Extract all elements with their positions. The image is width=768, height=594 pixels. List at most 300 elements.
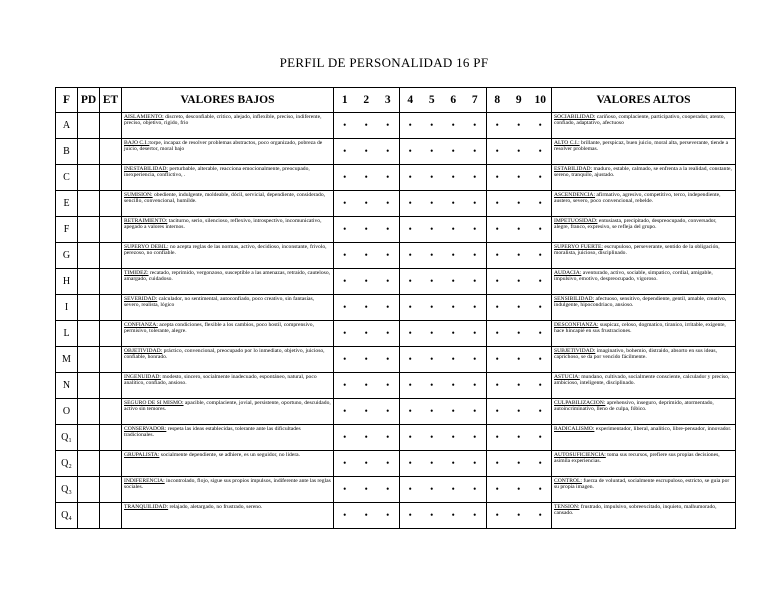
scale-dot[interactable]: • — [408, 146, 412, 156]
low-value-text: discreto, desconfiable, critico, alejado, inflexible, preciso, indiferente, preciso, objetivo, rigido, frio — [124, 114, 322, 127]
scale-dot[interactable]: • — [377, 191, 400, 216]
factor-label: F — [56, 217, 78, 243]
scale-dot[interactable]: • — [377, 217, 400, 242]
et-cell[interactable] — [100, 165, 122, 191]
factor-label: Q₂ — [56, 451, 78, 477]
scale-dot[interactable]: • — [538, 380, 542, 390]
scale-dot[interactable]: • — [343, 172, 347, 182]
scale-dot[interactable]: • — [430, 458, 434, 468]
low-value-term: TIMIDEZ: — [124, 270, 149, 276]
high-value-description — [552, 477, 736, 503]
pd-cell[interactable] — [78, 269, 100, 295]
scale-dot[interactable]: • — [517, 146, 521, 156]
scale-dot[interactable]: • — [451, 172, 455, 182]
scale-dot[interactable]: • — [495, 354, 499, 364]
scale-dot[interactable]: • — [495, 380, 499, 390]
scale-dot[interactable]: • — [464, 451, 487, 476]
factor-label: B — [56, 139, 78, 165]
scale-dot[interactable]: • — [495, 224, 499, 234]
low-value-term: CONSERVADOR: — [124, 426, 167, 432]
high-value-description — [552, 425, 736, 451]
scale-dot[interactable]: • — [517, 406, 521, 416]
scale-dot[interactable]: • — [343, 380, 347, 390]
low-value-description — [122, 217, 334, 243]
scale-dot[interactable]: • — [377, 295, 400, 320]
low-value-description — [122, 191, 334, 217]
scale-dot[interactable]: • — [377, 477, 400, 502]
scale-dot[interactable]: • — [538, 198, 542, 208]
low-value-description — [122, 451, 334, 477]
high-value-description — [552, 451, 736, 477]
scale-dot[interactable]: • — [408, 198, 412, 208]
high-value-term: SUBJETIVIDAD: — [554, 348, 596, 354]
high-value-term: CONTROL: — [554, 478, 582, 484]
low-value-description — [122, 165, 334, 191]
scale-dot[interactable]: • — [464, 243, 487, 268]
high-value-text: imaginativo, bohemio, distraido, absorto en sus ideas, caprichoso, se da por vencido fácilmente. — [554, 348, 717, 361]
scale-dot[interactable]: • — [343, 146, 347, 156]
factor-label: L — [56, 321, 78, 347]
pd-cell[interactable] — [78, 113, 100, 139]
scale-dot[interactable]: • — [408, 302, 412, 312]
scale-dot[interactable]: • — [538, 484, 542, 494]
low-value-description — [122, 425, 334, 451]
high-value-term: SOCIABILIDAD: — [554, 114, 596, 120]
scale-dot[interactable]: • — [377, 165, 400, 190]
scale-points — [334, 321, 552, 347]
high-value-text: aprehensivo, inseguro, deprimido, atormentado, autoincriminativo, lleno de culpa, fóbico. — [554, 400, 714, 413]
scale-dot[interactable]: • — [464, 295, 487, 320]
scale-number-9: 9 — [515, 94, 522, 106]
scale-dot[interactable]: • — [451, 198, 455, 208]
high-value-description — [552, 503, 736, 529]
scale-dot[interactable]: • — [538, 250, 542, 260]
scale-dot[interactable]: • — [343, 276, 347, 286]
high-value-text: frustrado, impulsivo, sobreexcitado, inquieto, malhumorado, cansado. — [554, 504, 717, 517]
scale-dot[interactable]: • — [451, 484, 455, 494]
scale-dot[interactable]: • — [430, 276, 434, 286]
scale-dot[interactable]: • — [495, 406, 499, 416]
low-value-text: perturbable, alterable, reacciona emocionalmente, preocupado, inexperiencia, conflictivo, . — [124, 166, 310, 179]
scale-dot[interactable]: • — [451, 250, 455, 260]
et-cell[interactable] — [100, 399, 122, 425]
scale-dot[interactable]: • — [517, 458, 521, 468]
high-value-text: escrupuloso, perseverante, sentido de la obligación, moralista, juicioso, disciplinado. — [554, 244, 720, 257]
header-row — [56, 88, 736, 113]
factor-label: Q₁ — [56, 425, 78, 451]
high-value-term: SUPERYO FUERTE: — [554, 244, 603, 250]
scale-dot[interactable]: • — [517, 510, 521, 520]
scale-dot[interactable]: • — [451, 380, 455, 390]
scale-dot[interactable]: • — [343, 328, 347, 338]
scale-dot[interactable]: • — [538, 458, 542, 468]
scale-dot[interactable]: • — [364, 172, 368, 182]
low-value-description — [122, 113, 334, 139]
scale-dot[interactable]: • — [343, 458, 347, 468]
scale-dot[interactable]: • — [377, 139, 400, 164]
scale-dot[interactable]: • — [343, 510, 347, 520]
scale-dot[interactable]: • — [495, 198, 499, 208]
scale-points — [334, 113, 552, 139]
scale-dot[interactable]: • — [495, 458, 499, 468]
scale-points — [334, 503, 552, 529]
scale-dot[interactable]: • — [343, 120, 347, 130]
scale-dot[interactable]: • — [538, 302, 542, 312]
scale-dot[interactable]: • — [517, 250, 521, 260]
table-row — [56, 425, 736, 451]
et-cell[interactable] — [100, 373, 122, 399]
scale-points — [334, 425, 552, 451]
scale-dot[interactable]: • — [464, 347, 487, 372]
scale-dot[interactable]: • — [430, 432, 434, 442]
scale-dot[interactable]: • — [430, 406, 434, 416]
high-value-term: AUTOSUFICIENCIA: — [554, 452, 606, 458]
factor-label: Q₄ — [56, 503, 78, 529]
et-cell[interactable] — [100, 477, 122, 503]
high-value-text: toma sus recursos, prefiere sus propias decisiones, asimila experiencias. — [554, 452, 720, 465]
scale-dot[interactable]: • — [377, 113, 400, 138]
scale-dot[interactable]: • — [430, 172, 434, 182]
high-value-text: maduro, estable, calmado, se enfrenta a la realidad, constante, sereno, tranquilo, ajustado. — [554, 166, 732, 179]
scale-points — [334, 347, 552, 373]
factor-label: M — [56, 347, 78, 373]
scale-dot[interactable]: • — [538, 224, 542, 234]
header-high-values: VALORES ALTOS — [552, 88, 736, 113]
scale-dot[interactable]: • — [430, 302, 434, 312]
low-value-term: SUMISION: — [124, 192, 153, 198]
scale-dot[interactable]: • — [430, 224, 434, 234]
scale-dot[interactable]: • — [343, 224, 347, 234]
scale-dot[interactable]: • — [364, 510, 368, 520]
scale-dot[interactable]: • — [343, 406, 347, 416]
low-value-description — [122, 295, 334, 321]
scale-dot[interactable]: • — [408, 458, 412, 468]
scale-dot[interactable]: • — [495, 432, 499, 442]
pd-cell[interactable] — [78, 295, 100, 321]
scale-dot[interactable]: • — [364, 406, 368, 416]
scale-dot[interactable]: • — [408, 120, 412, 130]
high-value-description — [552, 373, 736, 399]
scale-dot[interactable]: • — [451, 120, 455, 130]
scale-dot[interactable]: • — [430, 120, 434, 130]
scale-dot[interactable]: • — [517, 276, 521, 286]
scale-dot[interactable]: • — [364, 328, 368, 338]
scale-dot[interactable]: • — [364, 432, 368, 442]
scale-dot[interactable]: • — [451, 146, 455, 156]
header-factor: F — [56, 88, 78, 113]
scale-dot[interactable]: • — [517, 432, 521, 442]
scale-dot[interactable]: • — [538, 432, 542, 442]
scale-dot[interactable]: • — [377, 373, 400, 398]
low-value-text: práctico, convencional, preocupado por lo inmediato, objetivo, juicioso, confiable, honrado. — [124, 348, 325, 361]
et-cell[interactable] — [100, 347, 122, 373]
scale-dot[interactable]: • — [451, 458, 455, 468]
scale-dot[interactable]: • — [517, 354, 521, 364]
scale-points — [334, 477, 552, 503]
scale-dot[interactable]: • — [538, 120, 542, 130]
header-pd: PD — [78, 88, 100, 113]
low-value-text: socialmente dependiente, se adhiere, es un seguidor, no lidera. — [159, 452, 301, 458]
scale-dot[interactable]: • — [343, 302, 347, 312]
scale-dot[interactable]: • — [464, 373, 487, 398]
et-cell[interactable] — [100, 451, 122, 477]
pd-cell[interactable] — [78, 451, 100, 477]
pd-cell[interactable] — [78, 217, 100, 243]
pd-cell[interactable] — [78, 243, 100, 269]
scale-dot[interactable]: • — [451, 302, 455, 312]
high-value-term: RADICALISMO: — [554, 426, 595, 432]
scale-dot[interactable]: • — [517, 302, 521, 312]
high-value-description — [552, 321, 736, 347]
scale-dot[interactable]: • — [538, 354, 542, 364]
scale-dot[interactable]: • — [430, 354, 434, 364]
high-value-description — [552, 191, 736, 217]
scale-dot[interactable]: • — [495, 146, 499, 156]
scale-dot[interactable]: • — [451, 224, 455, 234]
scale-dot[interactable]: • — [377, 399, 400, 424]
factor-label: Q₃ — [56, 477, 78, 503]
et-cell[interactable] — [100, 425, 122, 451]
scale-points — [334, 295, 552, 321]
pd-cell[interactable] — [78, 503, 100, 529]
et-cell[interactable] — [100, 113, 122, 139]
scale-dot[interactable]: • — [495, 510, 499, 520]
scale-dot[interactable]: • — [495, 302, 499, 312]
scale-dot[interactable]: • — [377, 269, 400, 294]
pd-cell[interactable] — [78, 165, 100, 191]
scale-dot[interactable]: • — [364, 146, 368, 156]
scale-dot[interactable]: • — [430, 146, 434, 156]
scale-dot[interactable]: • — [377, 243, 400, 268]
scale-dot[interactable]: • — [538, 406, 542, 416]
high-value-term: AUDACIA: — [554, 270, 582, 276]
high-value-description — [552, 399, 736, 425]
table-row — [56, 191, 736, 217]
scale-dot[interactable]: • — [464, 191, 487, 216]
scale-dot[interactable]: • — [343, 484, 347, 494]
low-value-description — [122, 477, 334, 503]
scale-dot[interactable]: • — [364, 250, 368, 260]
scale-dot[interactable]: • — [408, 328, 412, 338]
low-value-description — [122, 399, 334, 425]
scale-number-7: 7 — [464, 88, 487, 112]
low-value-description — [122, 347, 334, 373]
scale-dot[interactable]: • — [451, 406, 455, 416]
pd-cell[interactable] — [78, 139, 100, 165]
factor-label: H — [56, 269, 78, 295]
scale-dot[interactable]: • — [377, 347, 400, 372]
scale-dot[interactable]: • — [408, 276, 412, 286]
table-row — [56, 139, 736, 165]
scale-dot[interactable]: • — [364, 380, 368, 390]
scale-dot[interactable]: • — [495, 276, 499, 286]
scale-dot[interactable]: • — [464, 217, 487, 242]
scale-dot[interactable]: • — [517, 224, 521, 234]
low-value-text: recatado, reprimido, vergonzoso, susceptible a las amenazas, retraido, cauteloso, amargado, cuidadoso. — [124, 270, 331, 283]
scale-dot[interactable]: • — [343, 354, 347, 364]
low-value-term: SEVERIDAD: — [124, 296, 158, 302]
scale-points — [334, 243, 552, 269]
low-value-term: TRANQUILIDAD: — [124, 504, 169, 510]
high-value-term: SENSIBILIDAD: — [554, 296, 595, 302]
pd-cell[interactable] — [78, 425, 100, 451]
header-low-values: VALORES BAJOS — [122, 88, 334, 113]
scale-dot[interactable]: • — [364, 120, 368, 130]
low-value-text: torpe, incapaz de resolver problemas abstractos, poco organizado, pobreza de juicio, desertor, moral bajo — [124, 140, 323, 153]
scale-dot[interactable]: • — [364, 224, 368, 234]
scale-dot[interactable]: • — [451, 328, 455, 338]
scale-dot[interactable]: • — [408, 354, 412, 364]
scale-dot[interactable]: • — [451, 432, 455, 442]
high-value-description — [552, 113, 736, 139]
scale-dot[interactable]: • — [408, 380, 412, 390]
scale-number-6: 6 — [450, 94, 457, 106]
scale-dot[interactable]: • — [364, 302, 368, 312]
scale-dot[interactable]: • — [343, 432, 347, 442]
scale-dot[interactable]: • — [343, 198, 347, 208]
scale-number-3: 3 — [377, 88, 400, 112]
scale-dot[interactable]: • — [464, 425, 487, 450]
low-value-term: INDIFERENCIA: — [124, 478, 165, 484]
factor-label: C — [56, 165, 78, 191]
scale-dot[interactable]: • — [408, 406, 412, 416]
scale-dot[interactable]: • — [495, 484, 499, 494]
scale-dot[interactable]: • — [495, 120, 499, 130]
low-value-text: taciturno, serio, silencioso, reflexivo, introspectivo, incomunicativo, apegado a valores internos. — [124, 218, 322, 231]
et-cell[interactable] — [100, 295, 122, 321]
scale-dot[interactable]: • — [343, 250, 347, 260]
scale-dot[interactable]: • — [451, 510, 455, 520]
scale-dot[interactable]: • — [430, 198, 434, 208]
et-cell[interactable] — [100, 243, 122, 269]
high-value-term: DESCONFIANZA: — [554, 322, 599, 328]
scale-dot[interactable]: • — [377, 425, 400, 450]
et-cell[interactable] — [100, 191, 122, 217]
high-value-text: afirmativo, agresivo, competitivo, terco, independiente, austero, severo, poco convencional, rebelde. — [554, 192, 721, 205]
scale-dot[interactable]: • — [538, 276, 542, 286]
scale-dot[interactable]: • — [517, 172, 521, 182]
scale-dot[interactable]: • — [495, 250, 499, 260]
scale-dot[interactable]: • — [517, 328, 521, 338]
pd-cell[interactable] — [78, 321, 100, 347]
scale-number-10: 10 — [534, 94, 546, 106]
et-cell[interactable] — [100, 503, 122, 529]
high-value-text: cariñoso, complaciente, participativo, cooperador, atento, confiado, adaptativo, afectuoso — [554, 114, 725, 127]
scale-dot[interactable]: • — [464, 399, 487, 424]
scale-dot[interactable]: • — [364, 354, 368, 364]
scale-dot[interactable]: • — [408, 224, 412, 234]
scale-points — [334, 139, 552, 165]
scale-dot[interactable]: • — [377, 321, 400, 346]
high-value-term: ASCENDENCIA: — [554, 192, 596, 198]
scale-dot[interactable]: • — [451, 276, 455, 286]
scale-dot[interactable]: • — [464, 321, 487, 346]
et-cell[interactable] — [100, 321, 122, 347]
scale-dot[interactable]: • — [464, 477, 487, 502]
scale-dot[interactable]: • — [464, 113, 487, 138]
scale-dot[interactable]: • — [364, 484, 368, 494]
scale-dot[interactable]: • — [538, 328, 542, 338]
high-value-description — [552, 347, 736, 373]
page-title: PERFIL DE PERSONALIDAD 16 PF — [279, 55, 489, 70]
scale-dot[interactable]: • — [377, 451, 400, 476]
scale-dot[interactable]: • — [538, 510, 542, 520]
high-value-text: experimentador, liberal, analítico, libre-pensador, innovador. — [594, 426, 732, 432]
table-row — [56, 243, 736, 269]
scale-points — [334, 165, 552, 191]
header-scale — [334, 88, 552, 113]
table-row — [56, 373, 736, 399]
scale-dot[interactable]: • — [517, 380, 521, 390]
scale-dot[interactable]: • — [408, 484, 412, 494]
scale-dot[interactable]: • — [430, 328, 434, 338]
scale-dot[interactable]: • — [464, 269, 487, 294]
scale-dot[interactable]: • — [495, 328, 499, 338]
scale-dot[interactable]: • — [408, 172, 412, 182]
scale-dot[interactable]: • — [464, 139, 487, 164]
pd-cell[interactable] — [78, 191, 100, 217]
et-cell[interactable] — [100, 217, 122, 243]
low-value-description — [122, 321, 334, 347]
low-value-term: AISLAMIENTO: — [124, 114, 164, 120]
scale-dot[interactable]: • — [364, 458, 368, 468]
scale-dot[interactable]: • — [517, 484, 521, 494]
high-value-text: fuerza de voluntad, socialmente escrupuloso, estricto, se guia por su propia imagen. — [554, 478, 730, 491]
et-cell[interactable] — [100, 269, 122, 295]
scale-number-5: 5 — [428, 94, 435, 106]
scale-dot[interactable]: • — [364, 276, 368, 286]
high-value-description — [552, 295, 736, 321]
low-value-term: SEGURO DE SI MISMO: — [124, 400, 184, 406]
low-value-text: calculador, no sentimental, autoconfiado, poco creativo, sin fantasías, severo, realista, lógico — [124, 296, 315, 309]
scale-points — [334, 451, 552, 477]
scale-points — [334, 217, 552, 243]
scale-dot[interactable]: • — [451, 354, 455, 364]
high-value-text: mundano, cultivado, socialmente consciente, calculador y preciso, ambicioso, inteligente, disciplinado. — [554, 374, 730, 387]
scale-dot[interactable]: • — [408, 432, 412, 442]
pd-cell[interactable] — [78, 347, 100, 373]
pd-cell[interactable] — [78, 477, 100, 503]
scale-dot[interactable]: • — [430, 484, 434, 494]
low-value-term: RETRAIMIENTO: — [124, 218, 168, 224]
low-value-text: obediente, indulgente, moldeable, dócil, servicial, dependiente, considerado, sencillo, convencional, humilde. — [124, 192, 326, 205]
scale-dot[interactable]: • — [538, 172, 542, 182]
scale-dot[interactable]: • — [464, 165, 487, 190]
scale-dot[interactable]: • — [408, 510, 412, 520]
scale-dot[interactable]: • — [495, 172, 499, 182]
pd-cell[interactable] — [78, 373, 100, 399]
scale-dot[interactable]: • — [517, 120, 521, 130]
high-value-text: brillante, perspicaz, buen juicio, moral alta, perseverante, tiende a resolver problemas. — [554, 140, 729, 153]
low-value-description — [122, 139, 334, 165]
table-row — [56, 269, 736, 295]
scale-number-1: 1 — [341, 94, 348, 106]
scale-dot[interactable]: • — [430, 380, 434, 390]
table-row — [56, 347, 736, 373]
pd-cell[interactable] — [78, 399, 100, 425]
scale-dot[interactable]: • — [377, 503, 400, 528]
scale-dot[interactable]: • — [538, 146, 542, 156]
et-cell[interactable] — [100, 139, 122, 165]
scale-dot[interactable]: • — [517, 198, 521, 208]
scale-dot[interactable]: • — [430, 250, 434, 260]
high-value-term: ALTO C.I.: — [554, 140, 580, 146]
scale-dot[interactable]: • — [430, 510, 434, 520]
scale-dot[interactable]: • — [408, 250, 412, 260]
scale-dot[interactable]: • — [364, 198, 368, 208]
factor-label: I — [56, 295, 78, 321]
scale-dot[interactable]: • — [464, 503, 487, 528]
